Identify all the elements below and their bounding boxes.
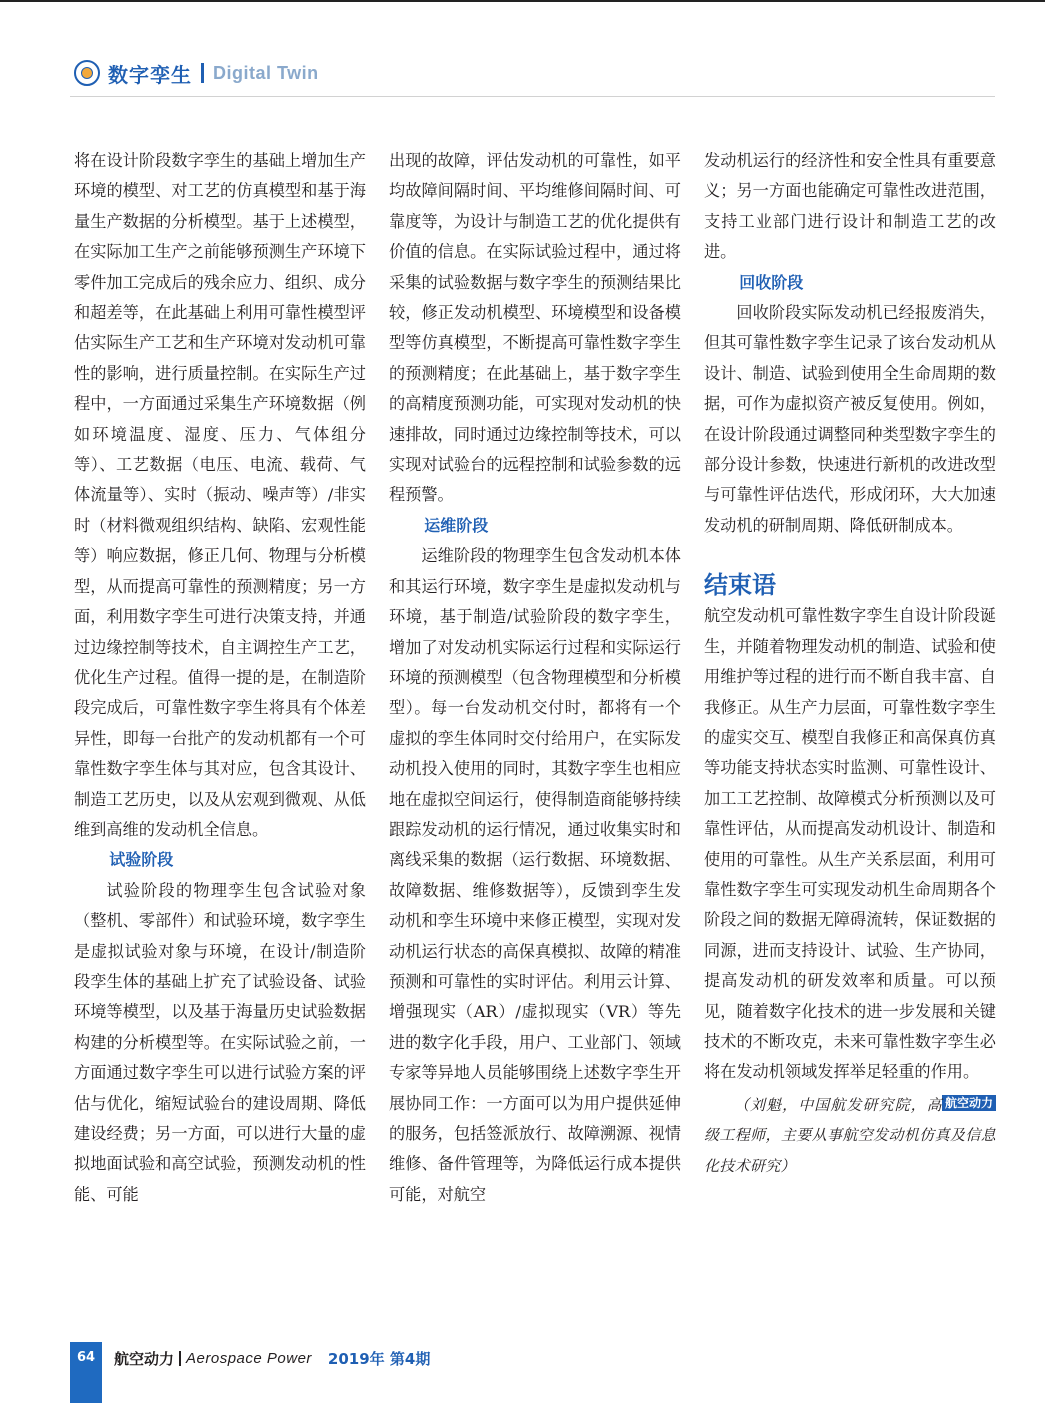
author-note: （刘魁，中国航发研究院，高级工程师，主要从事航空发动机仿真及信息化技术研究） (704, 1095, 996, 1175)
paragraph: 运维阶段的物理孪生包含发动机本体和其运行环境，数字孪生是虚拟发动机与环境，基于制造/试验阶段的数字孪生，增加了对发动机实际运行过程和实际运行环境的预测模型（包含物理模型和分析模型）。每一台发动机交付时，都将有一个虚拟的孪生体同时交付给用户，在实际发动机投入使用的同时，其数字孪生也相应地在虚拟空间运行，使得制造商能够持续跟踪发动机的运行情况，通过收集实时和离线采集的数据（运行数据、环境数据、故障数据、维修数据等），反馈到孪生发动机和孪生环境中来修正模型，实现对发动机运行状态的高保真模拟、故障的精准预测和可靠性的实时评估。利用云计算、增强现实（AR）/虚拟现实（VR）等先进的数字化手段，用户、工业部门、领域专家等异地人员能够围绕上述数字孪生开展协同工作：一方面可以为用户提供延伸的服务，包括签派放行、故障溯源、视情维修、备件管理等，为降低运行成本提供可能，对航空 (389, 546, 681, 1204)
paragraph: 回收阶段实际发动机已经报废消失，但其可靠性数字孪生记录了该台发动机从设计、制造、试验到使用全生命周期的数据，可作为虚拟资产被反复使用。例如，在设计阶段通过调整同种类型数字孪生的部分设计参数，快速进行新机的改进改型与可靠性评估迭代，形成闭环，大大加速发动机的研制周期、降低研制成本。 (704, 303, 996, 535)
paragraph: 发动机运行的经济性和安全性具有重要意义；另一方面也能确定可靠性改进范围，支持工业部门进行设计和制造工艺的改进。 (704, 151, 996, 262)
paragraph: 将在设计阶段数字孪生的基础上增加生产环境的模型、对工艺的仿真模型和基于海量生产数据的分析模型。基于上述模型，在实际加工生产之前能够预测生产环境下零件加工完成后的残余应力、组织、成分和超差等，在此基础上利用可靠性模型评估实际生产工艺和生产环境对发动机可靠性的影响，进行质量控制。在实际生产过程中，一方面通过采集生产环境数据（例如环境温度、湿度、压力、气体组分等）、工艺数据（电压、电流、载荷、气体流量等）、实时（振动、噪声等）/非实时（材料微观组织结构、缺陷、宏观性能等）响应数据，修正几何、物理与分析模型，从而提高可靠性的预测精度；另一方面，利用数字孪生可进行决策支持，并通过边缘控制等技术，自主调控生产工艺，优化生产过程。值得一提的是，在制造阶段完成后，可靠性数字孪生将具有个体差异性，即每一台批产的发动机都有一个可靠性数字孪生体与其对应，包含其设计、制造工艺历史，以及从宏观到微观、从低维到高维的发动机全信息。 (74, 151, 366, 839)
paragraph (704, 601, 996, 1110)
column-1 (74, 146, 366, 1210)
conclusion-text: 航空发动机可靠性数字孪生自设计阶段诞生，并随着物理发动机的制造、试验和使用维护等过程的进行而不断自我丰富、自我修正。从生产力层面，可靠性数字孪生的虚实交互、模型自我修正和高保真仿真等功能支持状态实时监测、可靠性设计、加工工艺控制、故障模式分析预测以及可靠性评估，从而提高发动机设计、制造和使用的可靠性。从生产关系层面，利用可靠性数字孪生可实现发动机生命周期各个阶段之间的数据无障碍流转，保证数据的同源，进而支持设计、试验、生产协同，提高发动机的研发效率和质量。可以预见，随着数字化技术的进一步发展和关键技术的不断攻克，未来可靠性数字孪生必将在发动机领域发挥举足轻重的作用。 (704, 606, 996, 1082)
header-rule (70, 96, 995, 97)
footer-separator (179, 1351, 181, 1366)
page-number: 64 (76, 1350, 96, 1365)
top-rule (0, 0, 1045, 2)
section-title-en: Digital Twin (213, 62, 319, 83)
subheading-recycle-stage: 回收阶段 (739, 272, 804, 292)
column-2 (389, 146, 681, 1210)
column-3 (704, 146, 996, 1181)
conclusion-heading: 结束语 (704, 571, 776, 600)
header-separator (201, 63, 204, 83)
paragraph: 试验阶段的物理孪生包含试验对象（整机、零部件）和试验环境，数字孪生是虚拟试验对象与环境，在设计/制造阶段孪生体的基础上扩充了试验设备、试验环境等模型，以及基于海量历史试验数据构建的分析模型等。在实际试验之前，一方面通过数字孪生可以进行试验方案的评估与优化，缩短试验台的建设周期、降低建设经费；另一方面，可以进行大量的虚拟地面试验和高空试验，预测发动机的性能、可能 (74, 880, 366, 1204)
subheading-ops-stage: 运维阶段 (424, 515, 489, 535)
subheading-test-stage: 试验阶段 (109, 850, 174, 870)
journal-logo-icon (74, 60, 100, 86)
section-title-cn: 数字孪生 (108, 62, 192, 87)
footer-journal-cn: 航空动力 (114, 1349, 175, 1368)
paragraph: 出现的故障，评估发动机的可靠性，如平均故障间隔时间、平均维修间隔时间、可靠度等，为设计与制造工艺的优化提供有价值的信息。在实际试验过程中，通过将采集的试验数据与数字孪生的预测结果比较，修正发动机模型、环境模型和设备模型等仿真模型，不断提高可靠性数字孪生的预测精度；在此基础上，基于数字孪生的高精度预测功能，可实现对发动机的快速排故，同时通过边缘控制等技术，可以实现对试验台的远程控制和试验参数的远程预警。 (389, 151, 681, 505)
journal-end-badge: 航空动力 (942, 1095, 996, 1111)
footer-journal-en: Aerospace Power (186, 1349, 312, 1367)
section-header (74, 58, 319, 88)
footer (114, 1347, 430, 1369)
footer-issue: 2019年 第4期 (327, 1349, 431, 1368)
